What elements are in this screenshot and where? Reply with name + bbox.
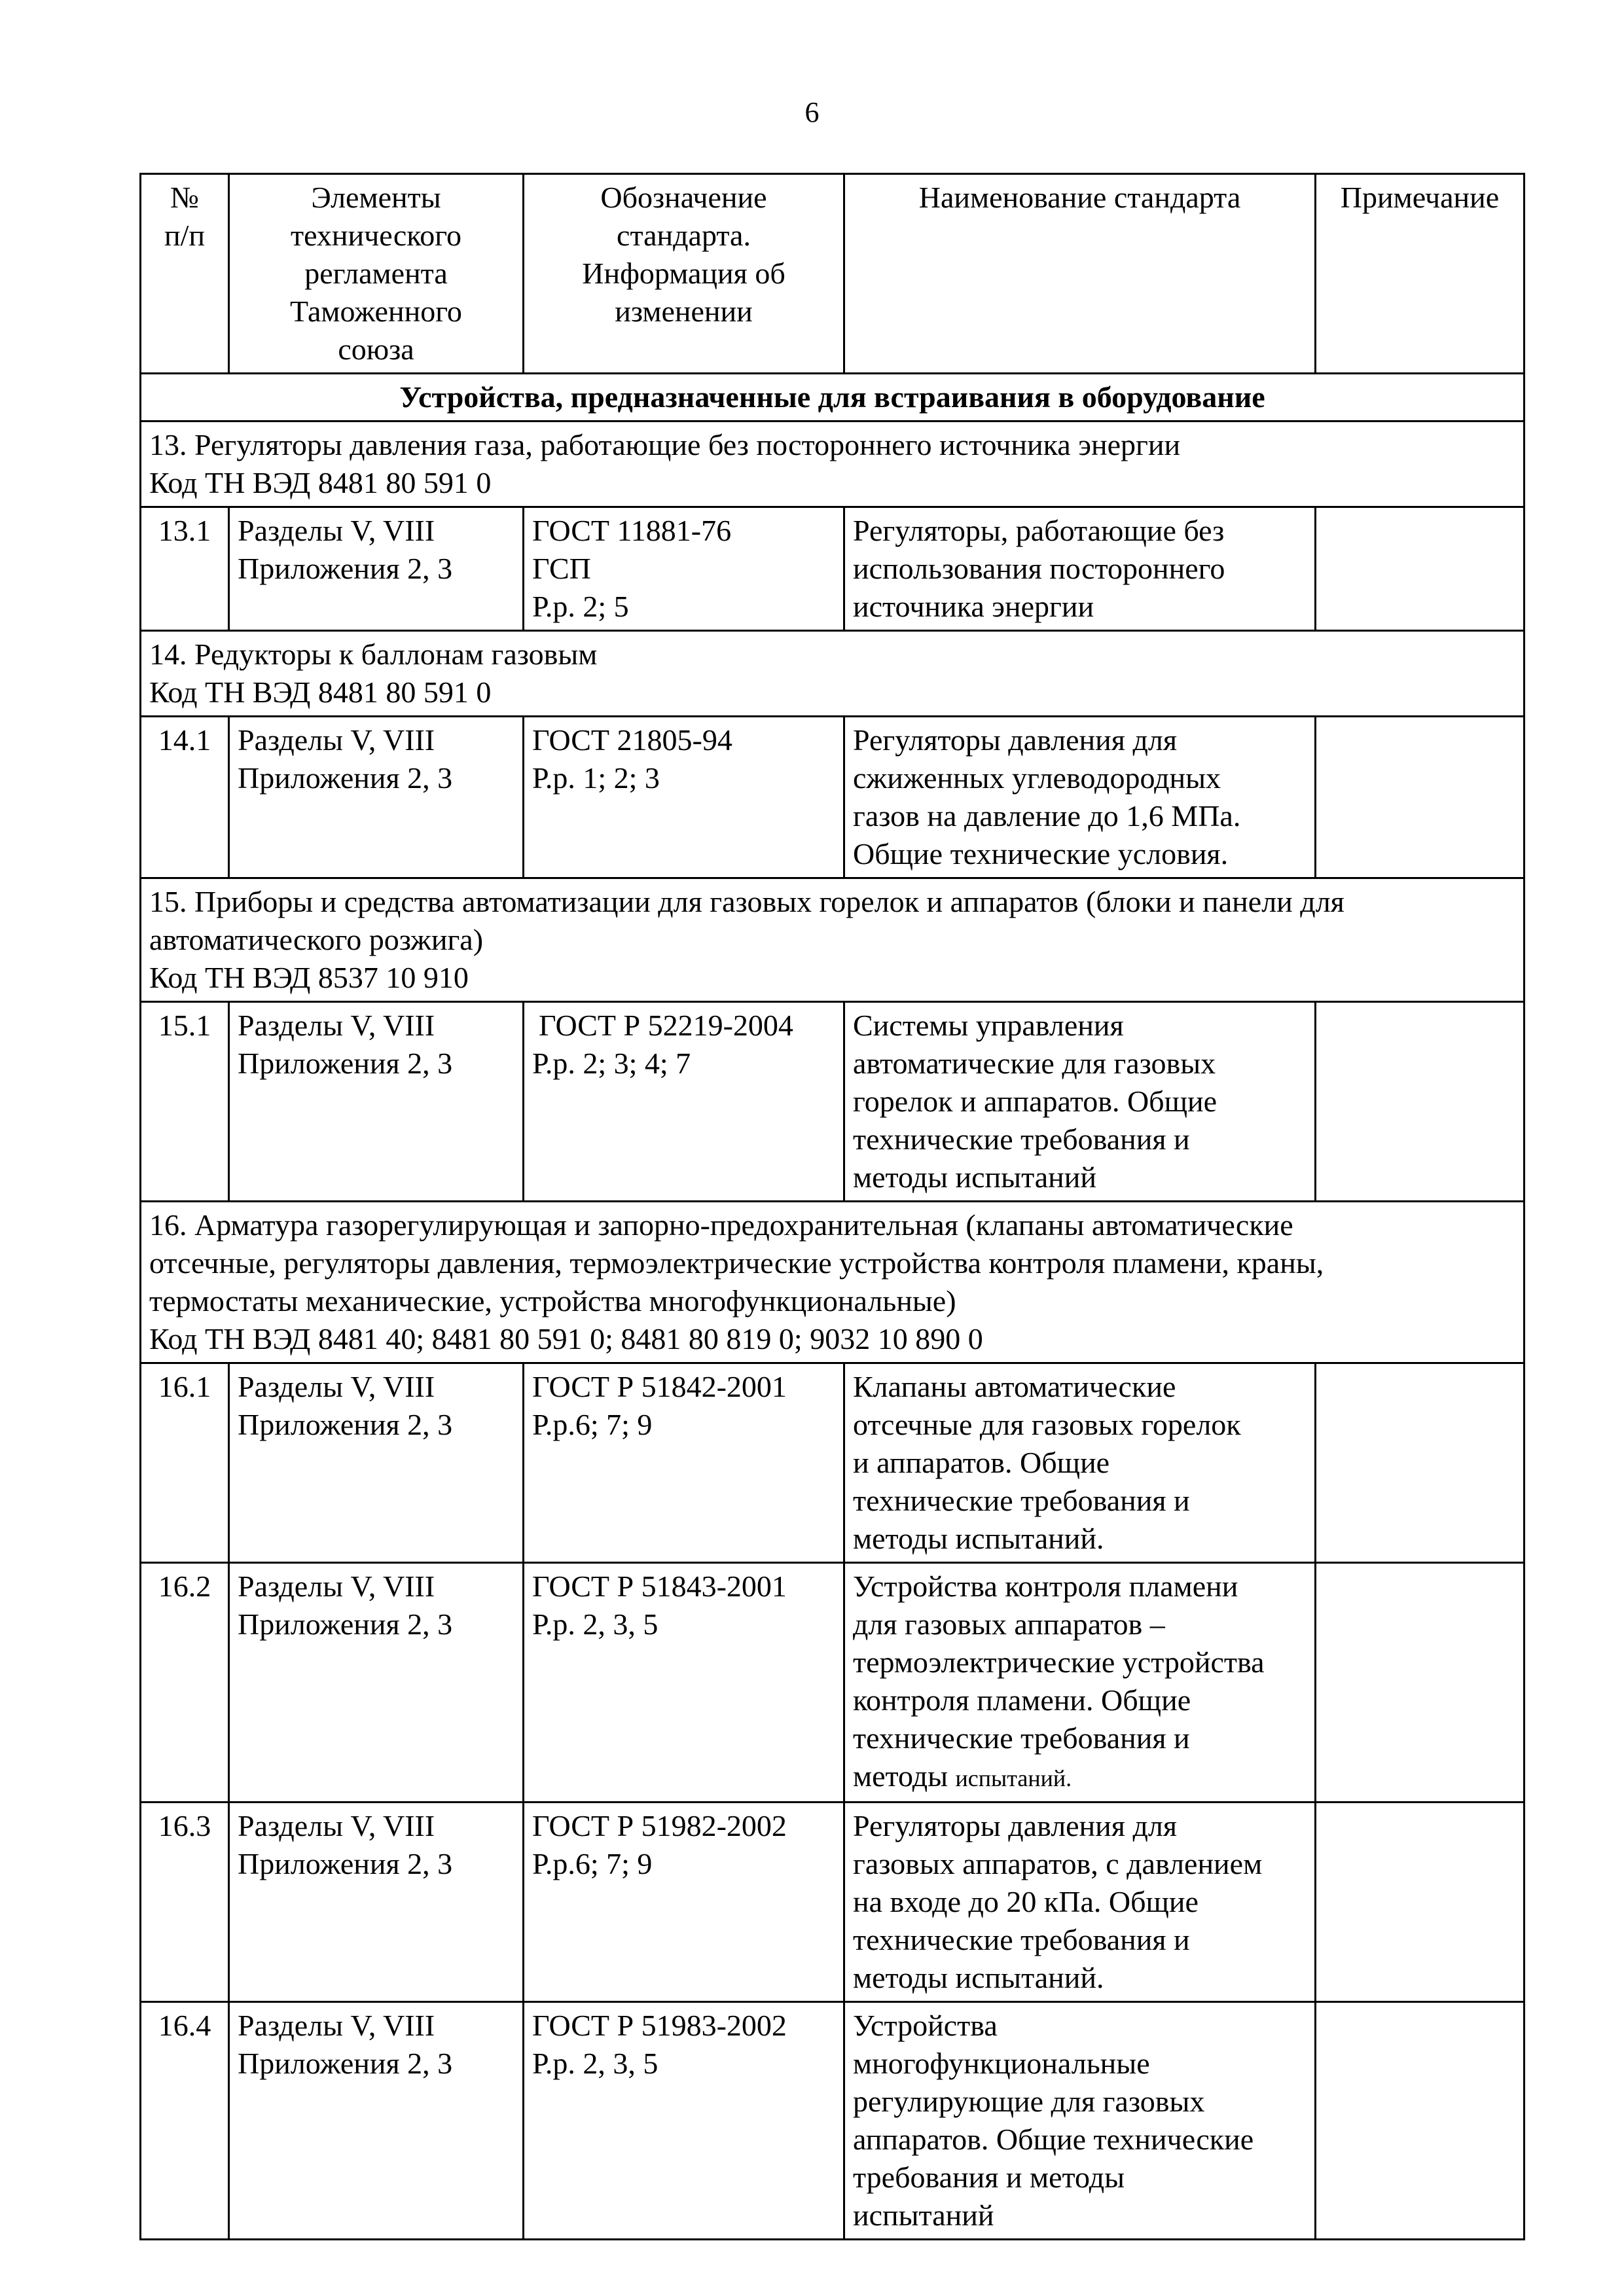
table-header-row [141,174,1525,374]
row-note [1316,2002,1525,2240]
group-title: 14. Редукторы к баллонам газовым Код ТН ВЭД 8481 80 591 0 [141,631,1525,717]
row-designation: ГОСТ Р 51843-2001 Р.р. 2, 3, 5 [524,1563,844,1803]
row-number: 14.1 [141,717,229,878]
row-elements: Разделы V, VIII Приложения 2, 3 [229,507,524,631]
row-designation: ГОСТ 21805-94 Р.р. 1; 2; 3 [524,717,844,878]
row-number: 16.2 [141,1563,229,1803]
page-number: 6 [804,96,820,128]
row-standard-name: Регуляторы давления для сжиженных углеводородных газов на давление до 1,6 МПа. Общие технические условия. [844,717,1316,878]
row-note [1316,1803,1525,2002]
table-row [141,1803,1525,2002]
row-elements: Разделы V, VIII Приложения 2, 3 [229,2002,524,2240]
table-row [141,1563,1525,1803]
row-elements: Разделы V, VIII Приложения 2, 3 [229,717,524,878]
row-number: 16.3 [141,1803,229,2002]
row-note [1316,507,1525,631]
row-elements: Разделы V, VIII Приложения 2, 3 [229,1563,524,1803]
group-row-13 [141,422,1525,507]
table-row [141,717,1525,878]
row-standard-name: Регуляторы давления для газовых аппаратов, с давлением на входе до 20 кПа. Общие технические требования и методы испытаний. [844,1803,1316,2002]
header-elements: Элементы технического регламента Таможенного союза [229,174,524,374]
section-title: Устройства, предназначенные для встраивания в оборудование [141,374,1525,422]
table-row [141,1002,1525,1202]
group-row-16 [141,1202,1525,1363]
row-number: 13.1 [141,507,229,631]
header-num: № п/п [141,174,229,374]
header-designation: Обозначение стандарта. Информация об изменении [524,174,844,374]
table-row [141,1363,1525,1563]
group-title: 13. Регуляторы давления газа, работающие без постороннего источника энергии Код ТН ВЭД 8481 80 591 0 [141,422,1525,507]
table-row [141,2002,1525,2240]
group-row-15 [141,878,1525,1002]
table-row [141,507,1525,631]
row-number: 16.4 [141,2002,229,2240]
row-standard-name: Устройства многофункциональные регулирующие для газовых аппаратов. Общие технические требования и методы испытаний [844,2002,1316,2240]
row-standard-name: Регуляторы, работающие без использования постороннего источника энергии [844,507,1316,631]
row-designation: ГОСТ Р 51982-2002 Р.р.6; 7; 9 [524,1803,844,2002]
header-name: Наименование стандарта [844,174,1316,374]
row-designation: ГОСТ 11881-76 ГСП Р.р. 2; 5 [524,507,844,631]
row-number: 15.1 [141,1002,229,1202]
group-row-14 [141,631,1525,717]
row-note [1316,1002,1525,1202]
header-note: Примечание [1316,174,1525,374]
section-title-row [141,374,1525,422]
row-note [1316,1363,1525,1563]
row-designation: ГОСТ Р 52219-2004 Р.р. 2; 3; 4; 7 [524,1002,844,1202]
standards-table [139,173,1525,2240]
row-note [1316,1563,1525,1803]
row-standard-name: Клапаны автоматические отсечные для газовых горелок и аппаратов. Общие технические требования и методы испытаний. [844,1363,1316,1563]
row-designation: ГОСТ Р 51983-2002 Р.р. 2, 3, 5 [524,2002,844,2240]
row-elements: Разделы V, VIII Приложения 2, 3 [229,1002,524,1202]
row-elements: Разделы V, VIII Приложения 2, 3 [229,1363,524,1563]
row-standard-name: Системы управления автоматические для газовых горелок и аппаратов. Общие технические требования и методы испытаний [844,1002,1316,1202]
row-number: 16.1 [141,1363,229,1563]
row-standard-name: Устройства контроля пламени для газовых аппаратов – термоэлектрические устройства контроля пламени. Общие технические требования и методы испытаний. [844,1563,1316,1803]
row-note [1316,717,1525,878]
group-title: 16. Арматура газорегулирующая и запорно-предохранительная (клапаны автоматические отсечные, регуляторы давления, термоэлектрические устройства контроля пламени, краны, термостаты механические, устройства многофункциональные) Код ТН ВЭД 8481 40; 8481 80 591 0; 8481 80 819 0; 9032 10 890 0 [141,1202,1525,1363]
row-elements: Разделы V, VIII Приложения 2, 3 [229,1803,524,2002]
row-designation: ГОСТ Р 51842-2001 Р.р.6; 7; 9 [524,1363,844,1563]
group-title: 15. Приборы и средства автоматизации для газовых горелок и аппаратов (блоки и панели для автоматического розжига) Код ТН ВЭД 8537 10 910 [141,878,1525,1002]
